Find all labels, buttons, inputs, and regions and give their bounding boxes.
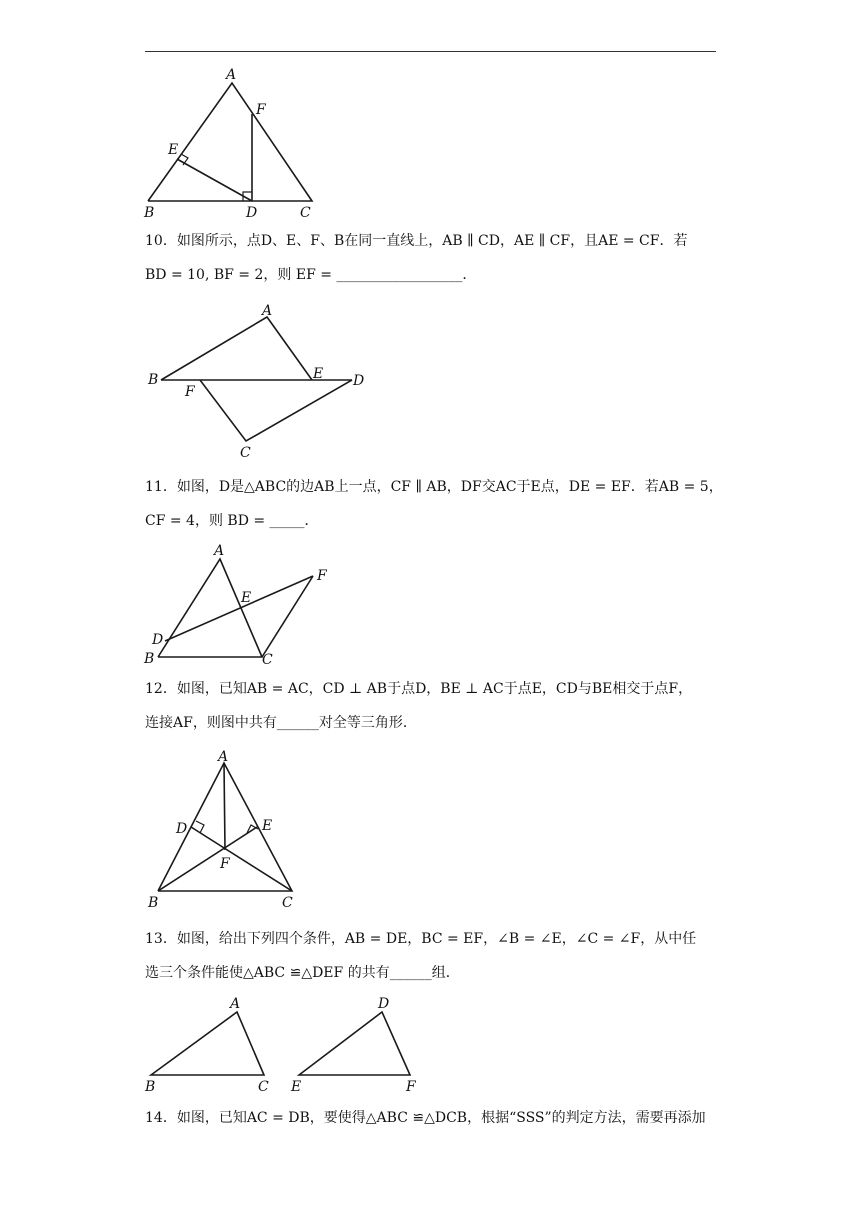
label-A: A xyxy=(230,996,241,1012)
label-F: F xyxy=(220,856,230,872)
label-F: F xyxy=(185,384,195,400)
question-11 xyxy=(145,470,723,538)
label-B: B xyxy=(148,372,159,388)
label-D: D xyxy=(246,205,258,221)
question-13 xyxy=(145,922,720,990)
figure-q12 xyxy=(140,745,320,915)
header-rule xyxy=(145,51,716,52)
label-C: C xyxy=(240,445,251,461)
label-C: C xyxy=(300,205,311,221)
label-E: E xyxy=(262,818,273,834)
label-D: D xyxy=(152,632,164,648)
label-C: C xyxy=(282,895,293,911)
label-D: D xyxy=(353,373,365,389)
label-D: D xyxy=(378,996,390,1012)
figure-q9 xyxy=(140,62,330,222)
question-12 xyxy=(145,672,720,740)
label-E: E xyxy=(291,1079,302,1095)
label-F: F xyxy=(406,1079,416,1095)
label-B: B xyxy=(144,651,155,667)
q13-line1: 13．如图，给出下列四个条件，AB = DE，BC = EF，∠B = ∠E，∠C = ∠F，从中任 xyxy=(145,931,697,947)
question-10 xyxy=(145,224,720,292)
q14-line1: 14．如图，已知AC = DB，要使得△ABC ≌△DCB，根据“SSS”的判定方法，需要再添加 xyxy=(145,1110,706,1126)
label-A: A xyxy=(226,67,237,83)
label-D: D xyxy=(176,821,188,837)
label-F: F xyxy=(317,568,327,584)
label-B: B xyxy=(145,1079,156,1095)
label-E: E xyxy=(241,590,252,606)
label-C: C xyxy=(262,652,273,668)
figure-q10 xyxy=(140,300,380,460)
label-A: A xyxy=(262,303,273,319)
q11-line1: 11．如图，D是△ABC的边AB上一点，CF ∥ AB，DF交AC于E点，DE = EF．若AB = 5， xyxy=(145,479,723,495)
q13-line2: 选三个条件能使△ABC ≌△DEF 的共有______组． xyxy=(145,965,460,981)
q12-line1: 12．如图，已知AB = AC，CD ⊥ AB于点D，BE ⊥ AC于点E，CD与BE相交于点F， xyxy=(145,681,693,697)
label-C: C xyxy=(258,1079,269,1095)
label-E: E xyxy=(313,366,324,382)
label-A: A xyxy=(214,543,225,559)
label-A: A xyxy=(218,749,229,765)
question-14 xyxy=(145,1101,720,1135)
label-B: B xyxy=(148,895,159,911)
label-E: E xyxy=(168,142,179,158)
q11-line2: CF = 4，则 BD = _____． xyxy=(145,513,319,529)
label-F: F xyxy=(256,102,266,118)
label-B: B xyxy=(144,205,155,221)
q10-line2: BD = 10, BF = 2，则 EF = __________________． xyxy=(145,267,477,283)
q10-line1: 10．如图所示，点D、E、F、B在同一直线上，AB ∥ CD，AE ∥ CF，且AE = CF．若 xyxy=(145,233,688,249)
figure-q11 xyxy=(140,540,340,670)
figure-q13 xyxy=(140,992,440,1096)
q12-line2: 连接AF，则图中共有______对全等三角形． xyxy=(145,715,417,731)
